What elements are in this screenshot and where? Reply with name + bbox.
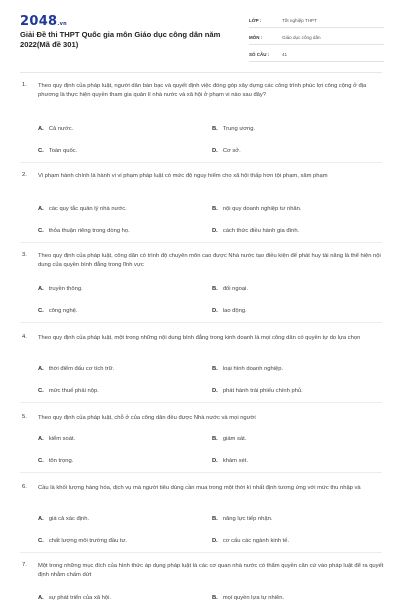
option-a[interactable]: [38, 436, 75, 442]
meta-value: Giáo dục công dân: [282, 35, 321, 40]
option-a[interactable]: [38, 206, 127, 212]
option-letter: D.: [212, 228, 218, 234]
option-text: công nghệ.: [48, 308, 78, 314]
option-text: Trung ương.: [222, 126, 256, 132]
question-text: Một trong những mục đích của hình thức áp dụng pháp luật là các cơ quan nhà nước có thẩm quyền căn cứ vào pháp luật để ra quyết định nhằm chấm dứt: [38, 563, 384, 578]
question-number: 3.: [22, 252, 27, 258]
question-text: Theo quy định của pháp luật, người dân bàn bạc và quyết định việc đóng góp xây dựng các công trình phúc lợi công cộng ở địa phương là thực hiện quyền tham gia quản lí nhà nước và xã hội ở phạm vi nào sau đây?: [38, 83, 367, 98]
question-number: 5.: [22, 414, 27, 420]
option-b[interactable]: [212, 366, 283, 372]
question-number: 4.: [22, 334, 27, 340]
option-d[interactable]: [212, 538, 289, 544]
option-letter: A.: [38, 206, 44, 212]
option-letter: A.: [38, 436, 44, 442]
option-text: giá cả xác định.: [48, 516, 90, 522]
option-text: kiểm soát.: [48, 436, 76, 442]
option-letter: B.: [212, 126, 218, 132]
option-text: cách thức điều hành gia đình.: [222, 228, 300, 234]
option-text: loại hình doanh nghiệp.: [222, 366, 284, 372]
option-text: tôn trọng.: [48, 458, 74, 464]
option-text: cơ cấu các ngành kinh tế.: [222, 538, 290, 544]
option-b[interactable]: [212, 126, 255, 132]
question-separator: [20, 552, 382, 553]
option-letter: A.: [38, 516, 44, 522]
option-text: chất lượng môi trường đầu tư.: [48, 538, 128, 544]
option-letter: C.: [38, 308, 44, 314]
meta-row-question-count: [249, 48, 384, 62]
option-text: thời điểm đấu cơ tích trữ.: [48, 366, 115, 372]
option-text: các quy tắc quản lý nhà nước.: [48, 206, 127, 212]
option-a[interactable]: [38, 595, 111, 600]
option-d[interactable]: [212, 458, 248, 464]
option-text: truyền thông.: [48, 286, 83, 292]
option-text: nội quy doanh nghiệp tư nhân.: [222, 206, 302, 212]
document-title: Giải Đề thi THPT Quốc gia môn Giáo dục công dân năm 2022(Mã đề 301): [20, 30, 221, 49]
option-c[interactable]: [38, 228, 130, 234]
option-text: phát hành trái phiếu chính phủ.: [222, 388, 303, 394]
option-letter: B.: [212, 595, 218, 600]
option-letter: D.: [212, 308, 218, 314]
option-c[interactable]: [38, 308, 78, 314]
question-separator: [20, 402, 382, 403]
option-letter: D.: [212, 148, 218, 154]
option-a[interactable]: [38, 286, 83, 292]
option-letter: C.: [38, 538, 44, 544]
option-c[interactable]: [38, 458, 73, 464]
option-d[interactable]: [212, 308, 247, 314]
option-text: thỏa thuận riêng trong dòng họ.: [48, 228, 130, 234]
option-letter: A.: [38, 286, 44, 292]
question-separator: [20, 322, 382, 323]
option-letter: A.: [38, 126, 44, 132]
meta-key: MÔN :: [249, 35, 263, 40]
question-number: 7.: [22, 562, 27, 568]
option-text: mức thuế phải nộp.: [48, 388, 99, 394]
option-text: Toàn quốc.: [48, 148, 78, 154]
question-separator: [20, 472, 382, 473]
option-letter: A.: [38, 595, 44, 600]
meta-value: 41: [282, 52, 288, 57]
option-text: khám xét.: [222, 458, 248, 464]
question-text: Vi phạm hành chính là hành vi vi phạm pháp luật có mức độ nguy hiểm cho xã hội thấp hơn tội phạm, xâm phạm: [38, 173, 328, 179]
site-logo[interactable]: 2048.vn: [20, 14, 68, 29]
option-b[interactable]: [212, 436, 246, 442]
option-letter: B.: [212, 366, 218, 372]
option-letter: D.: [212, 388, 218, 394]
option-d[interactable]: [212, 388, 303, 394]
option-letter: D.: [212, 538, 218, 544]
meta-key: LỚP :: [249, 18, 262, 23]
option-letter: C.: [38, 228, 44, 234]
option-a[interactable]: [38, 366, 114, 372]
option-letter: A.: [38, 366, 44, 372]
question-1: [0, 82, 400, 162]
option-d[interactable]: [212, 148, 241, 154]
option-letter: B.: [212, 206, 218, 212]
option-b[interactable]: [212, 516, 272, 522]
option-text: giám sát.: [222, 436, 247, 442]
option-letter: C.: [38, 388, 44, 394]
option-text: Cơ sở.: [222, 148, 241, 154]
option-letter: C.: [38, 458, 44, 464]
question-2: [0, 172, 400, 252]
question-number: 1.: [22, 82, 27, 88]
question-number: 6.: [22, 484, 27, 490]
option-text: Cả nước.: [48, 126, 74, 132]
option-b[interactable]: [212, 206, 301, 212]
document-header: [0, 0, 400, 72]
question-separator: [20, 242, 382, 243]
meta-row-subject: [249, 31, 384, 45]
option-text: mọi quyền lựa tự nhiên.: [222, 595, 285, 600]
option-letter: B.: [212, 286, 218, 292]
option-a[interactable]: [38, 126, 73, 132]
option-d[interactable]: [212, 228, 299, 234]
document-meta: [249, 14, 384, 65]
question-3: [0, 252, 400, 332]
option-c[interactable]: [38, 538, 127, 544]
option-letter: B.: [212, 436, 218, 442]
option-b[interactable]: [212, 286, 248, 292]
meta-key: SỐ CÂU :: [249, 52, 270, 57]
option-text: sự phát triển của xã hội.: [48, 595, 112, 600]
option-a[interactable]: [38, 516, 89, 522]
meta-value: Tốt nghiệp THPT: [282, 18, 317, 23]
header-divider: [20, 72, 382, 73]
question-text: Theo quy định của pháp luật, một trong những nội dung bình đẳng trong kinh doanh là mọi công dân có quyền tự do lựa chọn: [38, 335, 361, 341]
question-separator: [20, 162, 382, 163]
option-letter: B.: [212, 516, 218, 522]
question-7: [0, 562, 400, 600]
question-text: Cầu là khối lượng hàng hóa, dịch vụ mà người tiêu dùng cần mua trong một thời kì nhất định tương ứng với mức thu nhập và: [38, 485, 361, 491]
option-b[interactable]: [212, 595, 284, 600]
question-text: Theo quy định của pháp luật, chỗ ở của công dân đều được Nhà nước và mọi người: [38, 415, 256, 421]
option-c[interactable]: [38, 148, 77, 154]
option-letter: C.: [38, 148, 44, 154]
option-c[interactable]: [38, 388, 99, 394]
question-text: Theo quy định của pháp luật, công dân có trình độ chuyên môn cao được Nhà nước tạo điều kiện để phát huy tài năng là thể hiện nội dung của quyền bình đẳng trong lĩnh vực: [38, 253, 381, 268]
question-number: 2.: [22, 172, 27, 178]
meta-row-grade: [249, 14, 384, 28]
question-5: [0, 414, 400, 494]
option-letter: D.: [212, 458, 218, 464]
option-text: năng lực tiếp nhận.: [222, 516, 273, 522]
option-text: đối ngoại.: [222, 286, 248, 292]
option-text: lao động.: [222, 308, 247, 314]
